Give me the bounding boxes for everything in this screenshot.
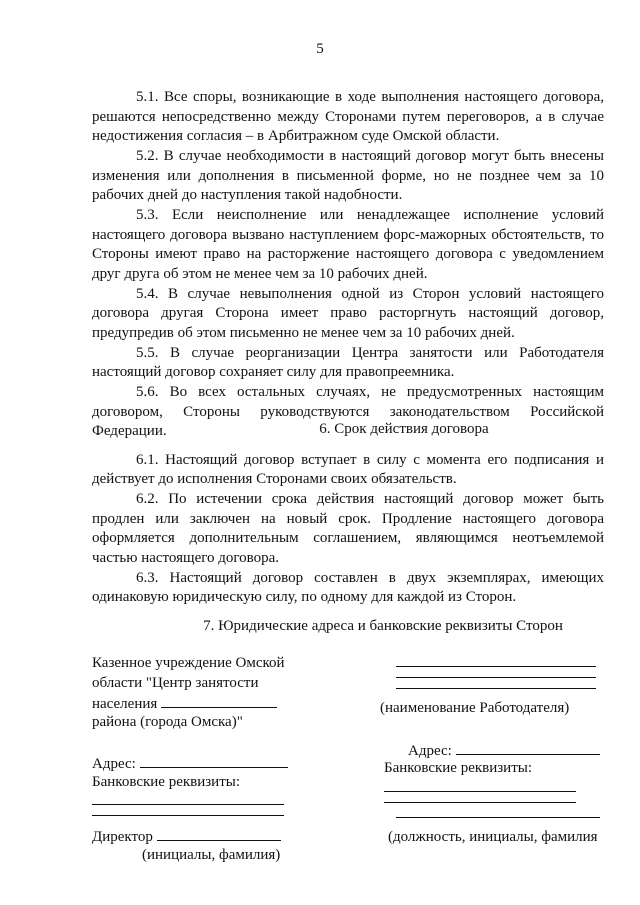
paragraph-6-2: 6.2. По истечении срока действия настоящий договор может быть продлен или заключен на новый срок. Продление настоящего договора оформляется дополнительным соглашением, являющимся неотъемлемой частью настоящего договора. — [92, 491, 604, 566]
center-requisites — [92, 654, 332, 865]
employer-requisites — [372, 654, 612, 847]
paragraph-5-4: 5.4. В случае невыполнения одной из Сторон условий настоящего договора другая Сторона имеет право расторгнуть настоящий договор, предупредив об этом письменно не менее чем за 10 рабочих дней. — [92, 285, 604, 341]
employer-signature-line — [396, 817, 600, 818]
center-address-line — [140, 753, 288, 768]
center-address-row — [92, 753, 332, 773]
employer-name-line-2 — [396, 677, 596, 678]
section-6 — [92, 420, 604, 608]
paragraph-5-3: 5.3. Если неисполнение или ненадлежащее исполнение условий настоящего договора вызвано наступлением форс-мажорных обстоятельств, то Стороны имеют право на расторжение настоящего договора с уведомлением друг друга об этом не менее чем за 10 рабочих дней. — [92, 207, 604, 282]
employer-bank-label: Банковские реквизиты: — [384, 760, 533, 776]
employer-bank-line-1 — [384, 791, 576, 792]
center-bank-label: Банковские реквизиты: — [92, 773, 241, 790]
paragraph-6-1: 6.1. Настоящий договор вступает в силу с момента его подписания и действует до исполнения Сторонами своих обязательств. — [92, 451, 604, 487]
section-5-body — [92, 88, 604, 442]
center-director-row — [92, 826, 332, 846]
center-bank-line-1 — [92, 804, 284, 805]
employer-address-label: Адрес: — [408, 742, 452, 759]
paragraph-5-2: 5.2. В случае необходимости в настоящий договор могут быть внесены изменения или дополнения в письменной форме, но не позднее чем за 10 рабочих дней до наступления такой надобности. — [92, 148, 604, 203]
section-7-heading: 7. Юридические адреса и банковские реквизиты Сторон — [203, 618, 563, 634]
employer-address-line — [456, 740, 600, 755]
center-director-label: Директор — [92, 829, 153, 845]
paragraph-5-5: 5.5. В случае реорганизации Центра занятости или Работодателя настоящий договор сохраняет силу для правопреемника. — [92, 344, 604, 380]
page-number: 5 — [316, 41, 324, 57]
paragraph-6-3: 6.3. Настоящий договор составлен в двух экземплярах, имеющих одинаковую юридическую силу, по одному для каждой из Сторон. — [92, 569, 604, 605]
center-bank-line-2 — [92, 815, 284, 816]
employer-address-row — [372, 740, 612, 760]
center-name-line-2: области "Центр занятости — [92, 674, 259, 691]
district-blank-line — [161, 693, 277, 708]
paragraph-5-1: 5.1. Все споры, возникающие в ходе выполнения настоящего договора, решаются непосредственно между Сторонами путем переговоров, а в случае недостижения согласия – в Арбитражном суде Омской области. — [92, 89, 604, 144]
employer-name-line-3 — [396, 688, 596, 689]
center-signature-caption: (инициалы, фамилия) — [142, 846, 281, 863]
center-director-signature-line — [157, 826, 281, 841]
center-name-line-4: района (города Омска)" — [92, 713, 243, 730]
center-name-line-3 — [92, 693, 332, 713]
employer-bank-line-2 — [384, 802, 576, 803]
employer-signature-caption: (должность, инициалы, фамилия — [388, 828, 598, 845]
section-6-heading: 6. Срок действия договора — [319, 421, 489, 437]
center-name-line-1: Казенное учреждение Омской — [92, 655, 285, 671]
employer-name-caption: (наименование Работодателя) — [380, 700, 570, 716]
center-address-label: Адрес: — [92, 756, 136, 772]
employer-name-line-1 — [396, 666, 596, 667]
paragraph-5-6: 5.6. Во всех остальных случаях, не предусмотренных настоящим договором, Стороны руководствуются законодательством Российской Федерации. — [92, 384, 604, 439]
center-name-line-3-text: населения — [92, 696, 158, 712]
